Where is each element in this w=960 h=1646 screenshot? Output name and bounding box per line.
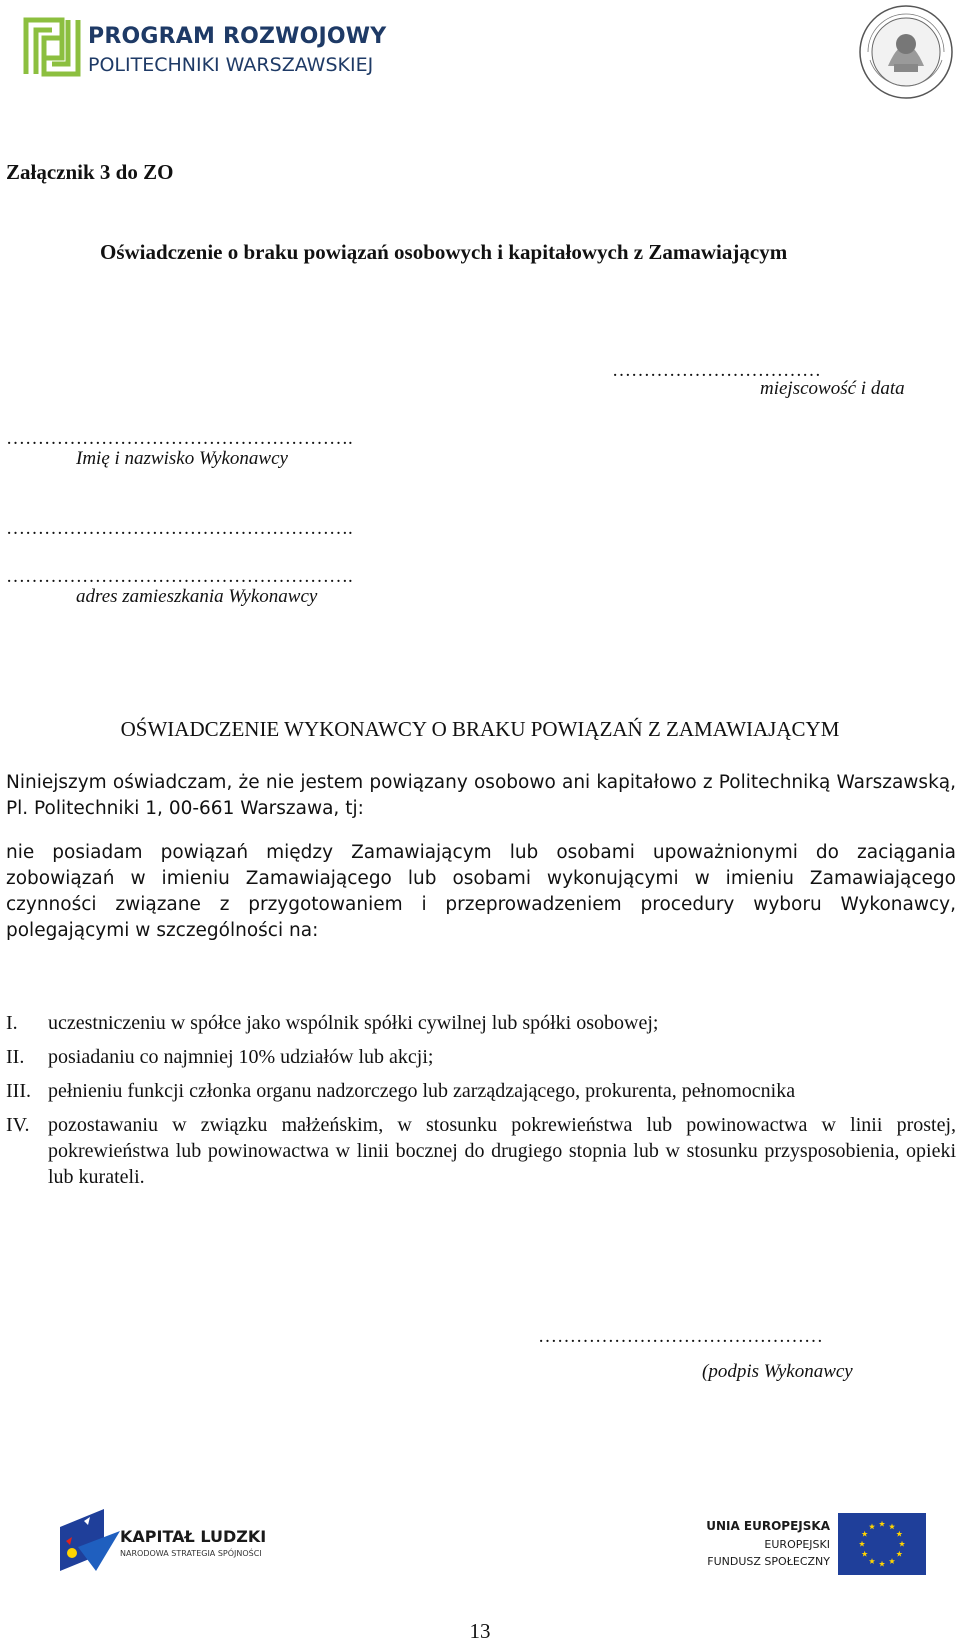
- relations-list: [6, 1010, 956, 1198]
- contractor-name-field[interactable]: ……………………………………………….: [6, 428, 353, 449]
- eu-fund-line1: EUROPEJSKI: [764, 1538, 830, 1551]
- annex-label: Załącznik 3 do ZO: [6, 160, 174, 184]
- list-item: [6, 1112, 956, 1190]
- kapital-ludzki-subtitle: NARODOWA STRATEGIA SPÓJNOŚCI: [120, 1549, 262, 1558]
- contractor-address-field-2[interactable]: ……………………………………………….: [6, 566, 353, 587]
- document-title: Oświadczenie o braku powiązań osobowych i kapitałowych z Zamawiającym: [100, 240, 788, 264]
- list-item-text: posiadaniu co najmniej 10% udziałów lub akcji;: [48, 1046, 434, 1068]
- list-item-number: II.: [6, 1046, 25, 1068]
- list-item-text: pełnieniu funkcji członka organu nadzorczego lub zarządzającego, prokurenta, pełnomocnika: [48, 1080, 796, 1102]
- statement-paragraph-2: nie posiadam powiązań między Zamawiającym lub osobami upoważnionymi do zaciągania zobowiązań w imieniu Zamawiającego lub osobami wykonującymi w imieniu Zamawiającego czynności związane z przygotowaniem i przeprowadzeniem procedury wyboru Wykonawcy, polegającymi w szczególności na:: [6, 842, 956, 941]
- list-item: [6, 1044, 956, 1070]
- eu-fund-logo: [706, 1513, 926, 1577]
- list-item-text: uczestniczeniu w spółce jako wspólnik spółki cywilnej lub spółki osobowej;: [48, 1012, 659, 1034]
- contractor-name-label: Imię i nazwisko Wykonawcy: [76, 448, 288, 469]
- place-date-field[interactable]: ……………………………: [612, 360, 821, 381]
- eu-title: UNIA EUROPEJSKA: [706, 1519, 830, 1533]
- university-seal-icon: [858, 4, 954, 100]
- statement-paragraph-1: Niniejszym oświadczam, że nie jestem powiązany osobowo ani kapitałowo z Politechniką Warszawską, Pl. Politechniki 1, 00-661 Warszawa, tj:: [6, 772, 956, 819]
- contractor-address-label: adres zamieszkania Wykonawcy: [76, 586, 318, 607]
- university-seal: [858, 4, 954, 100]
- list-item-number: III.: [6, 1080, 31, 1102]
- eu-flag-icon: [838, 1513, 926, 1575]
- kapital-ludzki-title: KAPITAŁ LUDZKI: [120, 1527, 267, 1546]
- list-item: [6, 1010, 956, 1036]
- logo-subtitle: POLITECHNIKI WARSZAWSKIEJ: [88, 54, 374, 76]
- page-number: 13: [469, 1619, 491, 1643]
- list-item-number: IV.: [6, 1114, 30, 1136]
- place-date-label: miejscowość i data: [760, 378, 905, 399]
- signature-field[interactable]: ………………………………………: [538, 1326, 823, 1347]
- list-item-number: I.: [6, 1012, 18, 1034]
- program-rozwojowy-logo: [22, 14, 387, 82]
- list-item: [6, 1078, 956, 1104]
- kapital-ludzki-logo: [56, 1505, 266, 1575]
- list-item-text: pozostawaniu w związku małżeńskim, w stosunku pokrewieństwa lub powinowactwa w linii prostej, pokrewieństwa lub powinowactwa w linii bocznej do drugiego stopnia lub w stosunku przysposobienia, opieki lub kurateli.: [48, 1114, 956, 1188]
- program-rozwojowy-emblem-icon: [22, 16, 82, 78]
- signature-label: (podpis Wykonawcy: [702, 1361, 853, 1382]
- logo-title: PROGRAM ROZWOJOWY: [88, 24, 387, 49]
- statement-heading: OŚWIADCZENIE WYKONAWCY O BRAKU POWIĄZAŃ Z ZAMAWIAJĄCYM: [120, 717, 840, 741]
- contractor-address-field-1[interactable]: ……………………………………………….: [6, 518, 353, 539]
- kapital-ludzki-emblem-icon: [56, 1507, 126, 1573]
- eu-fund-line2: FUNDUSZ SPOŁECZNY: [707, 1555, 830, 1568]
